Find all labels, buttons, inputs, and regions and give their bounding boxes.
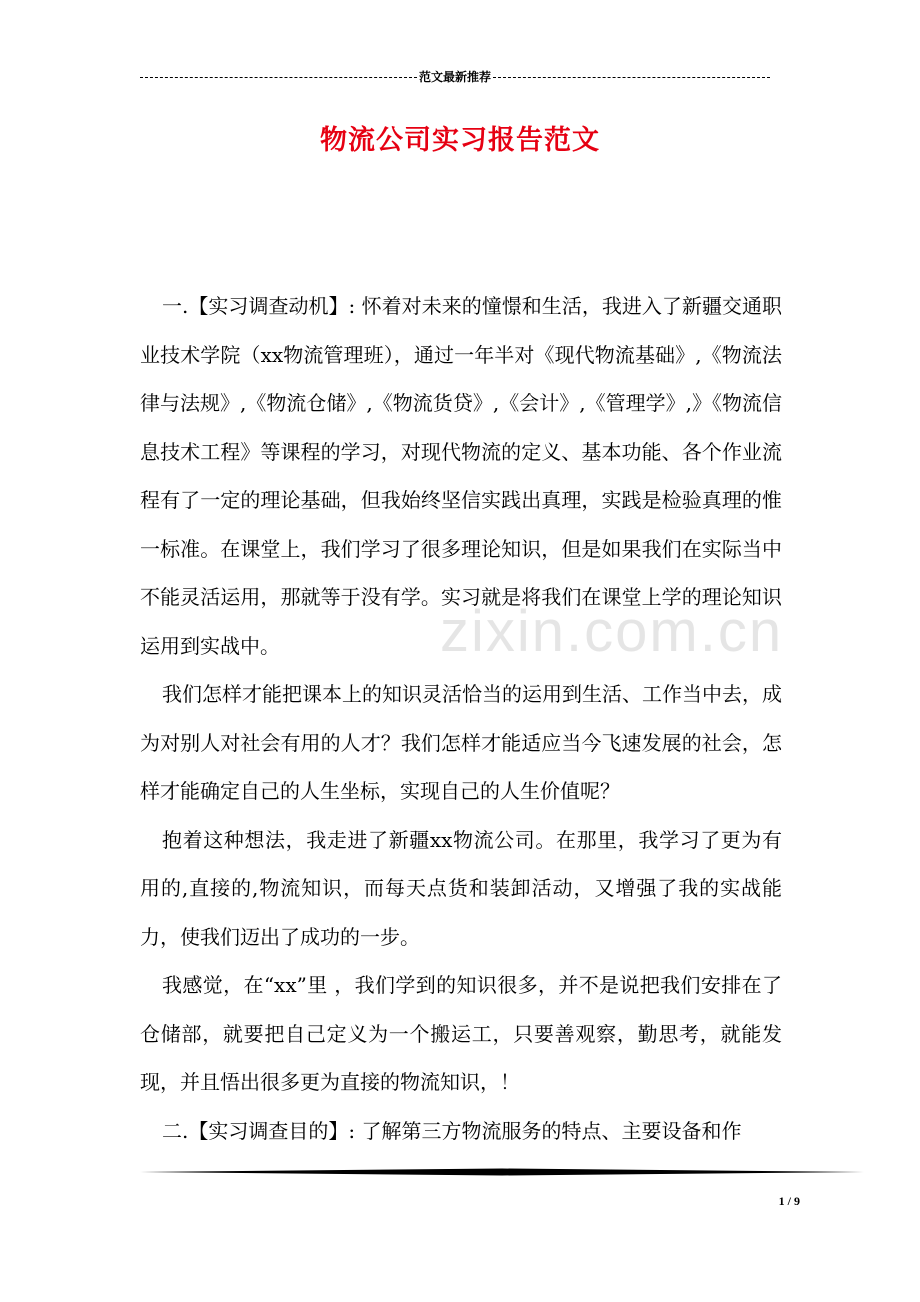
paragraph-1: 一.【实习调查动机】: 怀着对未来的憧憬和生活，我进入了新疆交通职业技术学院（xx物流管理班），通过一年半对《现代物流基础》,《物流法律与法规》,《物流仓储》,《物流货贷》,《会计》,《管理学》,》《物流信息技术工程》等课程的学习，对现代物流的定义、基本功能、各个作业流程有了一定的理论基础，但我始终坚信实践出真理，实践是检验真理的惟一标准。在课堂上，我们学习了很多理论知识，但是如果我们在实际当中不能灵活运用，那就等于没有学。实习就是将我们在课堂上学的理论知识运用到实战中。 (140, 294, 782, 658)
document-title: 物流公司实习报告范文 (320, 125, 600, 156)
header-dash-left (140, 77, 417, 78)
watermark: zixin.com.cn (440, 599, 784, 664)
page-number: 1 / 9 (778, 1194, 800, 1208)
header-dash-right (493, 77, 770, 78)
page-header (140, 68, 770, 86)
paragraph-4: 我感觉，在“xx”里 ，我们学到的知识很多，并不是说把我们安排在了仓储部，就要把自己定义为一个搬运工，只要善观察，勤思考，就能发现，并且悟出很多更为直接的物流知识，！ (140, 973, 782, 1094)
footer-divider (140, 1168, 864, 1176)
paragraph-2: 我们怎样才能把课本上的知识灵活恰当的运用到生活、工作当中去，成为对别人对社会有用的人才？我们怎样才能适应当今飞速发展的社会，怎样才能确定自己的人生坐标，实现自己的人生价值呢？ (140, 682, 782, 803)
paragraph-5: 二.【实习调查目的】: 了解第三方物流服务的特点、主要设备和作 (162, 1118, 742, 1143)
header-label: 范文最新推荐 (419, 70, 492, 84)
document-body (140, 282, 782, 1155)
paragraph-3: 抱着这种想法，我走进了新疆xx物流公司。在那里，我学习了更为有用的,直接的,物流知识，而每天点货和装卸活动，又增强了我的实战能力，使我们迈出了成功的一步。 (140, 827, 782, 949)
